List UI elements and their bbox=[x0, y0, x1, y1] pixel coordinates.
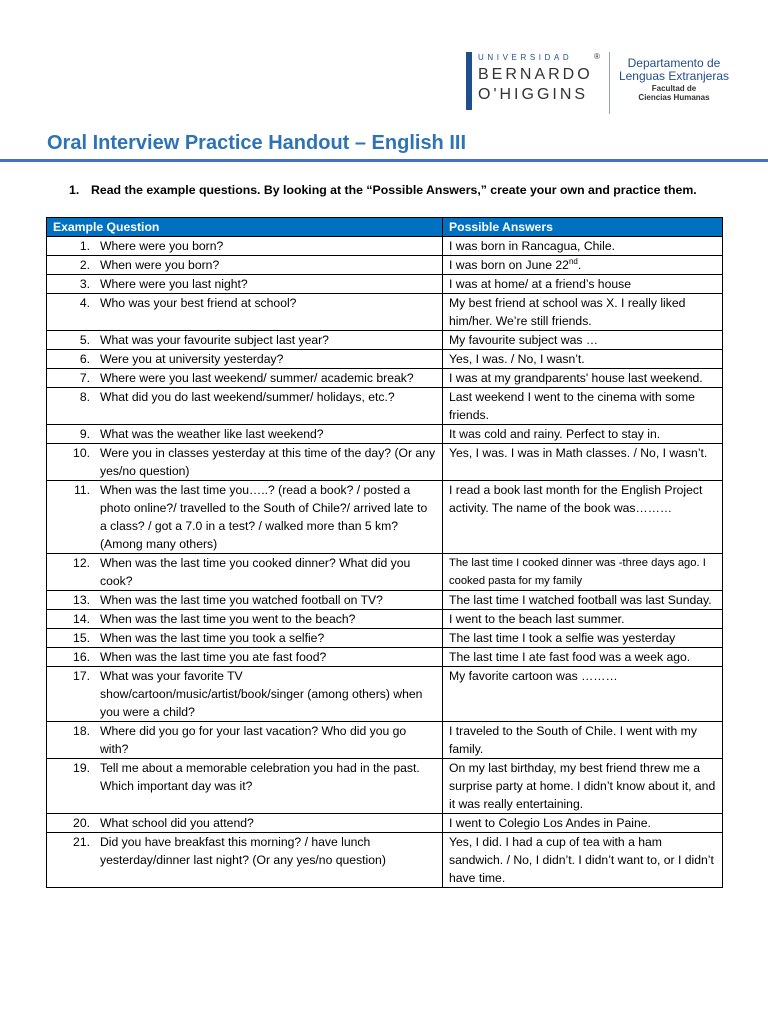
answer-text: Yes, I was. / No, I wasn’t. bbox=[449, 352, 585, 366]
answer-text: The last time I watched football was last Sunday. bbox=[449, 593, 712, 607]
answer-cell bbox=[443, 759, 723, 814]
logo-bernardo: BERNARDO bbox=[478, 66, 593, 83]
answer-punctuation: . bbox=[577, 258, 582, 272]
answer-cell bbox=[443, 294, 723, 331]
table-row bbox=[47, 275, 723, 294]
instruction bbox=[69, 183, 697, 197]
answer-cell bbox=[443, 610, 723, 629]
answer-cell bbox=[443, 629, 723, 648]
table-row bbox=[47, 759, 723, 814]
question-cell bbox=[47, 275, 443, 294]
answer-text: I read a book last month for the English Project activity. The name of the book was……… bbox=[449, 483, 703, 515]
question-text: Tell me about a memorable celebration you had in the past. Which important day was it? bbox=[100, 761, 420, 793]
answer-cell bbox=[443, 237, 723, 256]
question-text: What did you do last weekend/summer/ holidays, etc.? bbox=[100, 390, 395, 404]
question-text: Who was your best friend at school? bbox=[100, 296, 297, 310]
answer-cell bbox=[443, 814, 723, 833]
answer-cell bbox=[443, 591, 723, 610]
table-row bbox=[47, 554, 723, 591]
instruction-text: Read the example questions. By looking at the “Possible Answers,” create your own and practice them. bbox=[91, 183, 697, 197]
answer-text: I traveled to the South of Chile. I went with my family. bbox=[449, 724, 697, 756]
answer-superscript: nd bbox=[568, 256, 578, 266]
question-cell bbox=[47, 369, 443, 388]
answer-text: My favourite subject was … bbox=[449, 333, 599, 347]
question-text: When was the last time you cooked dinner? What did you cook? bbox=[100, 556, 411, 588]
table-row bbox=[47, 444, 723, 481]
answer-text: The last time I cooked dinner was -three days ago. I cooked pasta for my family bbox=[449, 557, 706, 587]
answer-text: It was cold and rainy. Perfect to stay in. bbox=[449, 427, 661, 441]
question-cell bbox=[47, 331, 443, 350]
question-number: 17. bbox=[73, 669, 90, 683]
question-text: When were you born? bbox=[100, 258, 220, 272]
logo-universidad: UNIVERSIDAD bbox=[478, 53, 573, 62]
logo-bar bbox=[466, 52, 472, 110]
question-number: 21. bbox=[73, 835, 90, 849]
table-row bbox=[47, 722, 723, 759]
question-cell bbox=[47, 350, 443, 369]
question-text: What was your favorite TV show/cartoon/music/artist/book/singer (among others) when you were a child? bbox=[100, 669, 423, 719]
question-cell bbox=[47, 425, 443, 444]
question-cell bbox=[47, 388, 443, 425]
table-header-row bbox=[47, 218, 723, 237]
question-cell bbox=[47, 591, 443, 610]
answer-cell bbox=[443, 275, 723, 294]
table-row bbox=[47, 425, 723, 444]
question-number: 5. bbox=[79, 333, 90, 347]
registered-mark: ® bbox=[594, 52, 600, 61]
answer-text: I was at my grandparents' house last weekend. bbox=[449, 371, 703, 385]
answer-text: My favorite cartoon was ……… bbox=[449, 669, 618, 683]
question-cell bbox=[47, 629, 443, 648]
answer-cell bbox=[443, 648, 723, 667]
table-row bbox=[47, 237, 723, 256]
question-text: Where were you born? bbox=[100, 239, 224, 253]
answer-text: The last time I ate fast food was a week ago. bbox=[449, 650, 691, 664]
question-text: When was the last time you…..? (read a book? / posted a photo online?/ travelled to the South of Chile?/ arrived late to a class? / got a 7.0 in a test? / walked more than 5 km? (Among many others) bbox=[100, 483, 428, 551]
page-title: Oral Interview Practice Handout – English III bbox=[47, 132, 467, 154]
question-text: Where were you last weekend/ summer/ academic break? bbox=[100, 371, 414, 385]
question-number: 1. bbox=[79, 239, 90, 253]
question-cell bbox=[47, 237, 443, 256]
question-text: When was the last time you took a selfie? bbox=[100, 631, 325, 645]
answer-cell bbox=[443, 554, 723, 591]
question-text: Where were you last night? bbox=[100, 277, 248, 291]
table-row bbox=[47, 814, 723, 833]
table-row bbox=[47, 256, 723, 275]
answer-text: I went to the beach last summer. bbox=[449, 612, 625, 626]
instruction-number: 1. bbox=[69, 183, 80, 197]
faculty-line-2: Ciencias Humanas bbox=[638, 93, 710, 102]
question-cell bbox=[47, 759, 443, 814]
question-number: 6. bbox=[79, 352, 90, 366]
question-number: 14. bbox=[73, 612, 90, 626]
question-number: 4. bbox=[79, 296, 90, 310]
question-number: 18. bbox=[73, 724, 90, 738]
question-number: 2. bbox=[79, 258, 90, 272]
answer-cell bbox=[443, 388, 723, 425]
answer-cell bbox=[443, 256, 723, 275]
question-cell bbox=[47, 722, 443, 759]
answer-text: Last weekend I went to the cinema with some friends. bbox=[449, 390, 695, 422]
answer-text: I was born on June 22 bbox=[449, 258, 569, 272]
answer-text: The last time I took a selfie was yesterday bbox=[449, 631, 676, 645]
question-cell bbox=[47, 554, 443, 591]
answer-cell bbox=[443, 481, 723, 554]
questions-table bbox=[46, 217, 723, 888]
answer-cell bbox=[443, 369, 723, 388]
faculty-line-1: Facultad de bbox=[651, 84, 697, 93]
answer-text: My best friend at school was X. I really liked him/her. We’re still friends. bbox=[449, 296, 686, 328]
question-text: When was the last time you watched football on TV? bbox=[100, 593, 383, 607]
question-text: Did you have breakfast this morning? / have lunch yesterday/dinner last night? (Or any yes/no question) bbox=[100, 835, 386, 867]
question-number: 11. bbox=[73, 483, 90, 497]
table-row bbox=[47, 833, 723, 888]
question-text: When was the last time you went to the beach? bbox=[100, 612, 356, 626]
question-text: Were you at university yesterday? bbox=[100, 352, 284, 366]
question-cell bbox=[47, 610, 443, 629]
answer-text: I was born in Rancagua, Chile. bbox=[449, 239, 615, 253]
question-text: Where did you go for your last vacation? Who did you go with? bbox=[100, 724, 407, 756]
question-text: What was the weather like last weekend? bbox=[100, 427, 324, 441]
dept-line-1: Departamento de bbox=[627, 56, 721, 70]
table-row bbox=[47, 369, 723, 388]
question-cell bbox=[47, 814, 443, 833]
question-number: 12. bbox=[73, 556, 90, 570]
question-text: Were you in classes yesterday at this time of the day? (Or any yes/no question) bbox=[100, 446, 436, 478]
answer-cell bbox=[443, 444, 723, 481]
question-cell bbox=[47, 294, 443, 331]
question-cell bbox=[47, 667, 443, 722]
question-number: 13. bbox=[73, 593, 90, 607]
answer-cell bbox=[443, 350, 723, 369]
question-number: 19. bbox=[73, 761, 90, 775]
header-example-question: Example Question bbox=[47, 218, 443, 237]
question-text: When was the last time you ate fast food? bbox=[100, 650, 327, 664]
question-cell bbox=[47, 833, 443, 888]
answer-text: On my last birthday, my best friend threw me a surprise party at home. I didn’t know about it, and it was really entertaining. bbox=[449, 761, 716, 811]
table-row bbox=[47, 350, 723, 369]
answer-cell bbox=[443, 722, 723, 759]
department-block bbox=[616, 57, 732, 102]
answer-cell bbox=[443, 833, 723, 888]
logo-ohiggins: O'HIGGINS bbox=[478, 86, 589, 103]
question-cell bbox=[47, 481, 443, 554]
question-number: 3. bbox=[79, 277, 90, 291]
table-row bbox=[47, 481, 723, 554]
header-possible-answers: Possible Answers bbox=[443, 218, 723, 237]
question-number: 16. bbox=[73, 650, 90, 664]
answer-cell bbox=[443, 425, 723, 444]
answer-text: I went to Colegio Los Andes in Paine. bbox=[449, 816, 651, 830]
title-divider bbox=[0, 159, 768, 162]
question-number: 9. bbox=[79, 427, 90, 441]
question-cell bbox=[47, 444, 443, 481]
table-row bbox=[47, 629, 723, 648]
answer-cell bbox=[443, 667, 723, 722]
question-number: 8. bbox=[79, 390, 90, 404]
question-text: What school did you attend? bbox=[100, 816, 254, 830]
question-number: 20. bbox=[73, 816, 90, 830]
question-number: 15. bbox=[73, 631, 90, 645]
answer-cell bbox=[443, 331, 723, 350]
table-body bbox=[47, 237, 723, 888]
table-row bbox=[47, 591, 723, 610]
question-number: 7. bbox=[79, 371, 90, 385]
table-row bbox=[47, 331, 723, 350]
answer-text: Yes, I was. I was in Math classes. / No, I wasn’t. bbox=[449, 446, 708, 460]
dept-line-2: Lenguas Extranjeras bbox=[618, 69, 730, 83]
table-row bbox=[47, 388, 723, 425]
table-row bbox=[47, 610, 723, 629]
question-cell bbox=[47, 648, 443, 667]
answer-text: Yes, I did. I had a cup of tea with a ham sandwich. / No, I didn’t. I didn’t want to, or I didn’t have time. bbox=[449, 835, 714, 885]
question-number: 10. bbox=[73, 446, 90, 460]
question-text: What was your favourite subject last year? bbox=[100, 333, 329, 347]
answer-text: I was at home/ at a friend’s house bbox=[449, 277, 632, 291]
table-row bbox=[47, 667, 723, 722]
question-cell bbox=[47, 256, 443, 275]
logo-divider bbox=[609, 52, 610, 114]
table-row bbox=[47, 294, 723, 331]
table-row bbox=[47, 648, 723, 667]
